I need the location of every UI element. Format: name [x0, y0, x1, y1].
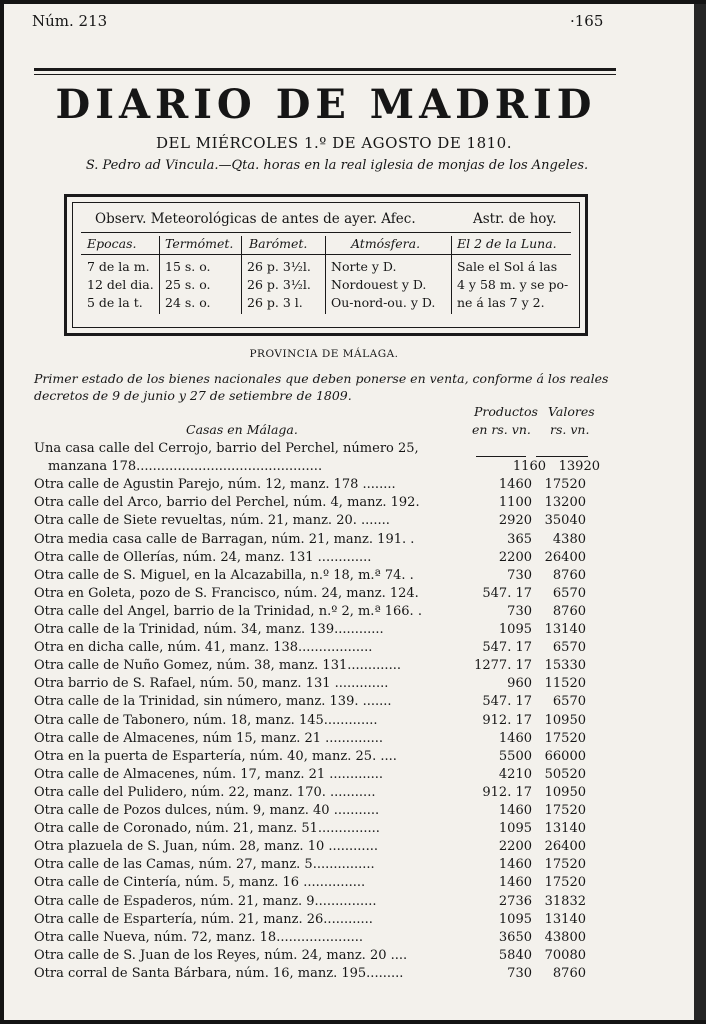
weather-title-row	[73, 209, 579, 231]
entry-description: Otra calle de las Camas, núm. 27, manz. 5...............	[34, 857, 375, 873]
entry-description: Otra calle de Almacenes, núm. 17, manz. 21 .............	[34, 766, 384, 782]
entry-value: 10950	[544, 784, 586, 800]
table-row	[34, 911, 594, 929]
col-unit-values: rs. vn.	[550, 422, 590, 437]
atmosfera-cell: Norte y D.	[331, 259, 397, 274]
table-row	[34, 766, 594, 784]
entry-value: 70080	[544, 947, 586, 963]
province-heading: PROVINCIA DE MÁLAGA.	[249, 348, 399, 360]
astro-line: Sale el Sol á las	[457, 259, 558, 274]
astro-title: Astr. de hoy.	[473, 211, 557, 227]
entry-value: 8760	[552, 965, 586, 981]
table-row	[34, 893, 594, 911]
entry-description: Otra calle de S. Miguel, en la Alcazabilla, n.º 18, m.ª 74. .	[34, 567, 414, 583]
table-row	[34, 712, 594, 730]
entry-value: 6570	[552, 694, 586, 710]
entry-value: 35040	[544, 513, 586, 529]
entry-description: Una casa calle del Cerrojo, barrio del Perchel, número 25,	[34, 441, 419, 456]
column-line	[241, 236, 242, 314]
header-rule-thin	[34, 74, 616, 75]
entry-value: 13920	[558, 459, 600, 475]
entry-value: 31832	[544, 893, 586, 909]
entry-value: 50520	[544, 766, 586, 782]
entry-value: 8760	[552, 603, 586, 619]
col-header-termometro: Termómet.	[165, 236, 234, 251]
entry-value: 11520	[544, 676, 586, 692]
entry-product: 1160	[512, 459, 546, 475]
table-row	[34, 603, 594, 621]
epoca-cell: 7 de la m.	[87, 259, 150, 274]
entry-value: 10950	[544, 712, 586, 728]
termometro-cell: 24 s. o.	[165, 295, 211, 310]
entry-description: Otra en la puerta de Espartería, núm. 40, manz. 25. ....	[34, 748, 397, 764]
entry-description: Otra calle de Pozos dulces, núm. 9, manz. 40 ...........	[34, 803, 380, 818]
table-row	[34, 802, 594, 820]
table-row	[34, 947, 594, 965]
entry-product: 2200	[498, 839, 532, 855]
table-row	[34, 549, 594, 567]
termometro-cell: 15 s. o.	[165, 259, 211, 274]
entry-product: 1277. 17	[474, 658, 532, 674]
page-edge	[694, 4, 706, 1020]
table-row	[34, 476, 594, 494]
entry-value: 13140	[544, 911, 586, 927]
epoca-cell: 12 del dia.	[87, 277, 154, 292]
issue-number: Núm. 213	[32, 12, 108, 30]
entry-product: 960	[507, 676, 532, 692]
entry-value: 4380	[552, 531, 586, 547]
col-unit-products: en rs. vn.	[472, 422, 531, 437]
entry-product: 1460	[498, 875, 532, 891]
table-row	[34, 675, 594, 693]
table-row	[34, 874, 594, 892]
table-row	[48, 458, 608, 476]
entry-product: 5840	[498, 947, 532, 963]
entry-value: 13140	[544, 622, 586, 637]
entry-value: 6570	[552, 585, 586, 601]
entry-description: Otra en dicha calle, núm. 41, manz. 138..................	[34, 640, 373, 656]
column-line	[325, 236, 326, 314]
entry-description: Otra calle de Siete revueltas, núm. 21, manz. 20. .......	[34, 513, 390, 529]
entry-product: 2736	[498, 893, 532, 909]
entry-description: Otra calle de Tabonero, núm. 18, manz. 145.............	[34, 712, 378, 728]
col-header-atmosfera: Atmósfera.	[351, 236, 421, 251]
table-row	[34, 585, 594, 603]
entry-product: 730	[507, 567, 532, 583]
entry-description: Otra barrio de S. Rafael, núm. 50, manz. 131 .............	[34, 676, 389, 692]
entry-value: 26400	[544, 839, 586, 855]
barometro-cell: 26 p. 3 l.	[247, 295, 303, 310]
entry-product: 4210	[498, 766, 532, 782]
entry-product: 2920	[498, 513, 532, 529]
table-row	[34, 965, 594, 983]
astro-line: ne á las 7 y 2.	[457, 295, 545, 310]
entry-description: Otra en Goleta, pozo de S. Francisco, núm. 24, manz. 124.	[34, 585, 419, 601]
entry-product: 5500	[498, 748, 532, 764]
entry-description: Otra calle de Ollerías, núm. 24, manz. 131 .............	[34, 549, 372, 565]
entry-product: 1460	[498, 730, 532, 746]
entry-value: 15330	[544, 658, 586, 674]
entry-description: Otra calle de Coronado, núm. 21, manz. 51...............	[34, 821, 380, 837]
entry-product: 547. 17	[482, 585, 532, 601]
entry-description: Otra calle de la Trinidad, núm. 34, manz. 139............	[34, 622, 384, 637]
table-row	[34, 531, 594, 549]
entry-product: 730	[507, 965, 532, 981]
entry-product: 730	[507, 603, 532, 619]
entry-description: Otra calle del Angel, barrio de la Trinidad, n.º 2, m.ª 166. .	[34, 603, 422, 619]
entry-value: 17520	[544, 875, 586, 891]
entry-product: 365	[507, 531, 532, 547]
column-line	[451, 236, 452, 314]
entry-product: 1095	[498, 622, 532, 637]
entry-product: 547. 17	[482, 640, 532, 656]
weather-divider	[81, 232, 571, 233]
table-row	[34, 748, 594, 766]
page-number: ·165	[570, 12, 604, 30]
barometro-cell: 26 p. 3½l.	[247, 277, 311, 292]
weather-divider	[81, 254, 571, 255]
entry-product: 2200	[498, 549, 532, 565]
entry-description: Otra calle de Cintería, núm. 5, manz. 16 ...............	[34, 875, 366, 891]
entry-product: 3650	[498, 929, 532, 945]
masthead-title: DIARIO DE MADRID	[55, 81, 597, 128]
entry-product: 912. 17	[482, 712, 532, 728]
table-row	[34, 929, 594, 947]
entry-value: 17520	[544, 803, 586, 818]
barometro-cell: 26 p. 3½l.	[247, 259, 311, 274]
entry-description: Otra calle Nueva, núm. 72, manz. 18.....................	[34, 929, 363, 945]
entry-product: 912. 17	[482, 784, 532, 800]
dateline: DEL MIÉRCOLES 1.º DE AGOSTO DE 1810.	[156, 134, 512, 152]
entry-description: manzana 178.............................................	[48, 459, 323, 475]
table-row	[34, 784, 594, 802]
entry-value: 66000	[544, 748, 586, 764]
table-row	[34, 639, 594, 657]
table-row	[34, 567, 594, 585]
entry-description: Otra corral de Santa Bárbara, núm. 16, manz. 195.........	[34, 965, 404, 981]
entry-description: Otra calle de la Trinidad, sin número, manz. 139. .......	[34, 694, 392, 710]
entry-value: 8760	[552, 567, 586, 583]
entry-product: 547. 17	[482, 694, 532, 710]
entry-description: Otra calle de S. Juan de los Reyes, núm. 24, manz. 20 ....	[34, 947, 408, 963]
entry-value: 6570	[552, 640, 586, 656]
entry-product: 1095	[498, 911, 532, 927]
table-row	[34, 730, 594, 748]
entry-description: Otra calle de Almacenes, núm 15, manz. 21 ..............	[34, 730, 384, 746]
saint-of-the-day: S. Pedro ad Vincula.—Qta. horas en la real iglesia de monjas de los Angeles.	[85, 158, 589, 173]
entry-value: 13140	[544, 821, 586, 837]
column-line	[159, 236, 160, 314]
col-header-products: Productos	[474, 404, 538, 419]
entry-description: Otra calle de Agustin Parejo, núm. 12, manz. 178 ........	[34, 477, 396, 493]
col-header-epocas: Epocas.	[87, 236, 137, 251]
entry-value: 17520	[544, 477, 586, 493]
termometro-cell: 25 s. o.	[165, 277, 211, 292]
entry-product: 1100	[498, 495, 532, 511]
weather-box-inner	[72, 202, 580, 328]
table-row	[34, 512, 594, 530]
entry-description: Otra media casa calle de Barragan, núm. 21, manz. 191. .	[34, 531, 415, 547]
entry-value: 13200	[544, 495, 586, 511]
header-rule-thick	[34, 68, 616, 71]
table-row	[34, 440, 594, 458]
entry-description: Otra calle de Espaderos, núm. 21, manz. 9...............	[34, 893, 377, 909]
table-row	[34, 856, 594, 874]
section-intro: Primer estado de los bienes nacionales que deben ponerse en venta, conforme á los reales decretos de 9 de junio y 27 de setiembre de 1809.	[34, 371, 609, 403]
entry-product: 1460	[498, 477, 532, 493]
table-row	[34, 494, 594, 512]
entry-description: Otra calle del Pulidero, núm. 22, manz. 170. ...........	[34, 784, 376, 800]
table-row	[34, 657, 594, 675]
col-header-barometro: Barómet.	[249, 236, 308, 251]
table-row	[34, 621, 594, 639]
epoca-cell: 5 de la t.	[87, 295, 143, 310]
col-header-values: Valores	[548, 404, 595, 419]
entry-product: 1095	[498, 821, 532, 837]
table-row	[34, 820, 594, 838]
entry-product: 1460	[498, 857, 532, 873]
weather-box	[64, 194, 588, 336]
table-row	[34, 693, 594, 711]
weather-title: Observ. Meteorológicas de antes de ayer. Afec.	[95, 211, 416, 227]
entry-value: 26400	[544, 549, 586, 565]
entry-description: Otra calle de Nuño Gomez, núm. 38, manz. 131.............	[34, 658, 401, 674]
entry-product: 1460	[498, 803, 532, 818]
entry-value: 17520	[544, 730, 586, 746]
atmosfera-cell: Nordouest y D.	[331, 277, 427, 292]
table-row	[34, 838, 594, 856]
col-header-luna: El 2 de la Luna.	[457, 236, 557, 251]
astro-line: 4 y 58 m. y se po-	[457, 277, 569, 292]
entry-description: Otra plazuela de S. Juan, núm. 28, manz. 10 ............	[34, 839, 378, 855]
entry-description: Otra calle del Arco, barrio del Perchel, núm. 4, manz. 192.	[34, 495, 420, 511]
atmosfera-cell: Ou-nord-ou. y D.	[331, 295, 436, 310]
newspaper-page	[4, 4, 694, 1020]
entry-value: 43800	[544, 929, 586, 945]
entry-description: Otra calle de Espartería, núm. 21, manz. 26............	[34, 911, 373, 927]
entry-value: 17520	[544, 857, 586, 873]
houses-subheading: Casas en Málaga.	[186, 422, 298, 437]
